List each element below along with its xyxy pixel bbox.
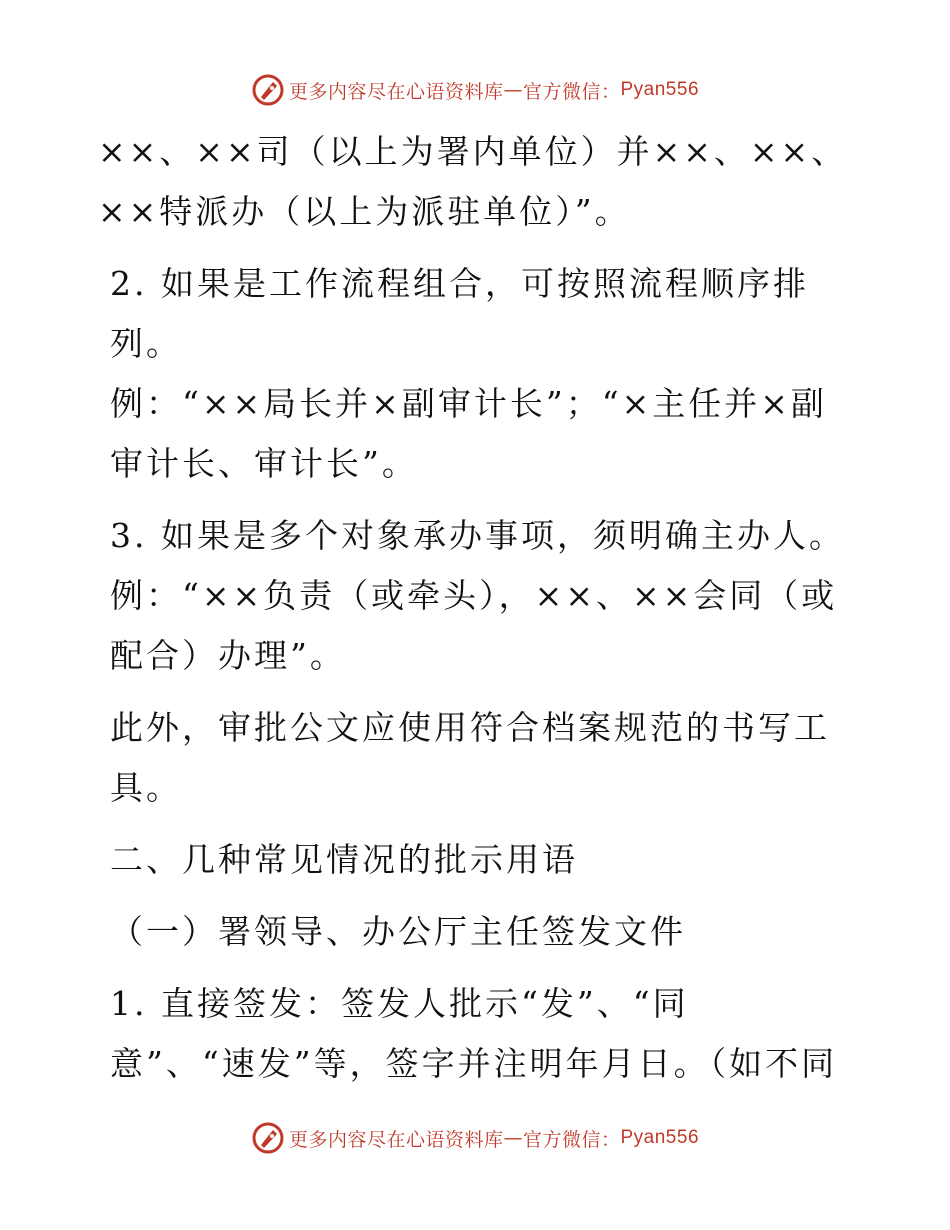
watermark-wechat-label: 官方微信： [522, 1128, 621, 1151]
section-heading [98, 830, 858, 890]
header-watermark [0, 70, 950, 110]
text-line: ××、××司（以上为署内单位）并××、××、 [98, 132, 848, 171]
paragraph [98, 254, 858, 494]
text-line: 此外，审批公文应使用符合档案规范的书写工 [110, 708, 830, 747]
paragraph [98, 122, 858, 242]
document-body [98, 122, 858, 1106]
text-line: 具。 [110, 768, 182, 807]
text-line: ××特派办（以上为派驻单位）”。 [98, 192, 631, 231]
watermark-wechat-id: Pyan556 [620, 79, 700, 100]
text-line: 意”、“速发”等，签字并注明年月日。（如不同 [110, 1044, 838, 1083]
text-line: 3. 如果是多个对象承办事项，须明确主办人。 [110, 516, 845, 555]
paragraph [98, 698, 858, 818]
watermark-brand: 更多内容尽在心语资料库 [288, 1128, 504, 1151]
text-line: 例：“××局长并×副审计长”；“×主任并×副 [110, 384, 827, 423]
text-line: 审计长、审计长”。 [110, 444, 418, 483]
paragraph [98, 506, 858, 686]
text-line: 2. 如果是工作流程组合，可按照流程顺序排列。 [110, 264, 809, 363]
footer-watermark [0, 1118, 950, 1158]
watermark-brand: 更多内容尽在心语资料库 [288, 80, 504, 103]
watermark-separator: — [503, 1127, 523, 1149]
subsection-heading [98, 902, 858, 962]
text-line: 例：“××负责（或牵头），××、××会同（或 [110, 576, 838, 615]
pen-nib-logo-icon [251, 1121, 285, 1155]
watermark-wechat-id: Pyan556 [620, 1127, 700, 1148]
text-line: （一）署领导、办公厅主任签发文件 [110, 912, 686, 951]
text-line: 1. 直接签发：签发人批示“发”、“同 [110, 984, 689, 1023]
watermark-wechat-label: 官方微信： [522, 80, 621, 103]
text-line: 配合）办理”。 [110, 636, 346, 675]
text-line: 二、几种常见情况的批示用语 [110, 840, 578, 879]
pen-nib-logo-icon [251, 73, 285, 107]
watermark-separator: — [503, 79, 523, 101]
paragraph [98, 974, 858, 1094]
